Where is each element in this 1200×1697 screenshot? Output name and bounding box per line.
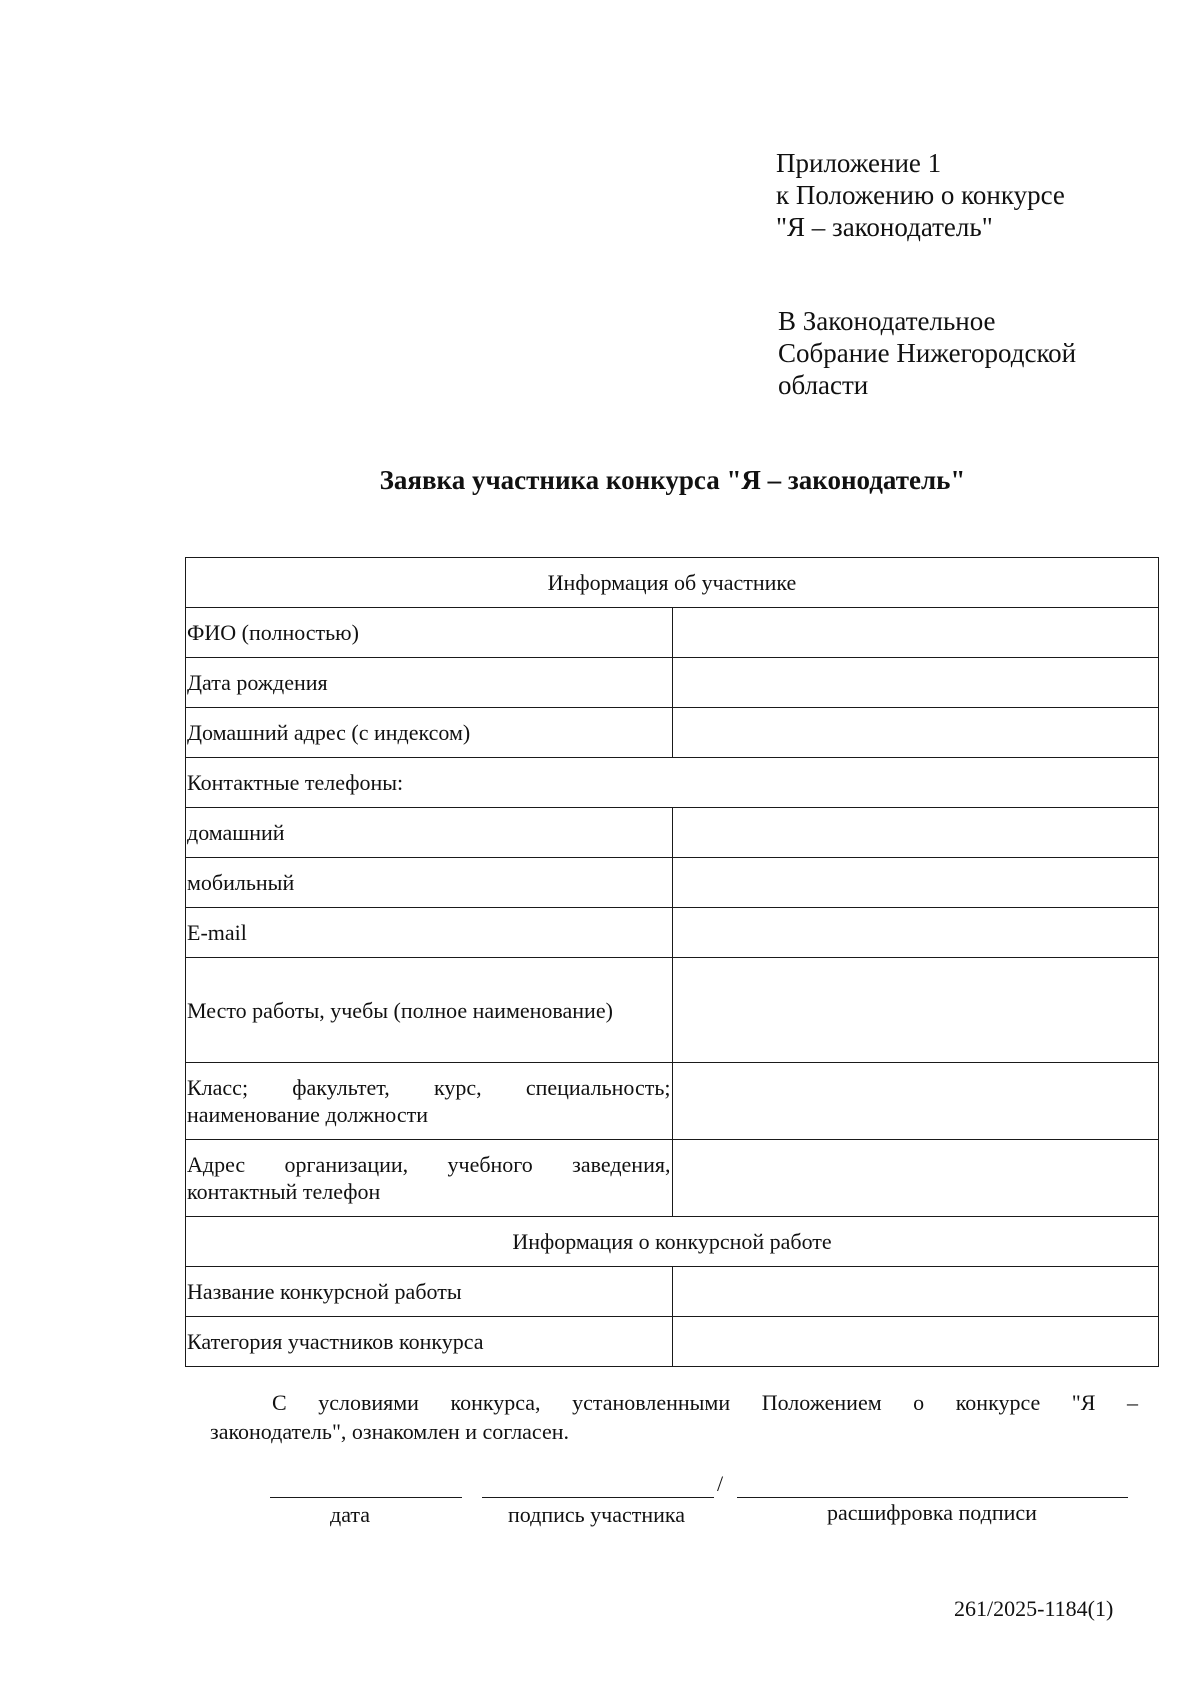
table-row (186, 808, 1159, 858)
annex-line: к Положению о конкурсе (776, 180, 1065, 210)
row-label-class-faculty (186, 1063, 673, 1140)
word: установленными (572, 1390, 731, 1415)
field-participant-category[interactable] (672, 1317, 1159, 1367)
justified-line (187, 1151, 671, 1178)
table-row (186, 908, 1159, 958)
table-row (186, 758, 1159, 808)
word: о (913, 1390, 925, 1415)
row-label-full-name: ФИО (полностью) (186, 608, 673, 658)
participant-signature-line (482, 1497, 714, 1498)
table-row (186, 1063, 1159, 1140)
date-label: дата (330, 1502, 371, 1527)
table-row (186, 1140, 1159, 1217)
field-full-name[interactable] (672, 608, 1159, 658)
field-organization-address[interactable] (672, 1140, 1159, 1217)
row-label-work-title: Название конкурсной работы (186, 1267, 673, 1317)
table-row (186, 1317, 1159, 1367)
row-label-email: E-mail (186, 908, 673, 958)
addressee-line: В Законодательное (778, 306, 996, 336)
word: С (272, 1390, 287, 1415)
document-title: Заявка участника конкурса "Я – законодатель" (379, 465, 966, 495)
word: специальность; (525, 1075, 671, 1100)
word: Адрес (187, 1152, 246, 1177)
annex-header (776, 147, 1065, 243)
word: курс, (433, 1075, 482, 1100)
word: учебного (447, 1152, 533, 1177)
word: Положением (761, 1390, 882, 1415)
word: условиями (318, 1390, 419, 1415)
word: "Я (1071, 1390, 1096, 1415)
row-label-organization-address (186, 1140, 673, 1217)
row-label-birth-date: Дата рождения (186, 658, 673, 708)
word: организации, (284, 1152, 409, 1177)
application-form-table (185, 557, 1159, 1367)
row-label-workplace: Место работы, учебы (полное наименование) (186, 958, 673, 1063)
consent-statement (210, 1388, 1138, 1446)
consent-line (210, 1388, 1138, 1417)
field-home-phone[interactable] (672, 808, 1159, 858)
row-label-participant-category: Категория участников конкурса (186, 1317, 673, 1367)
word: конкурсе (955, 1390, 1041, 1415)
field-mobile-phone[interactable] (672, 858, 1159, 908)
table-row (186, 858, 1159, 908)
registration-number: 261/2025-1184(1) (954, 1596, 1114, 1621)
table-row (186, 658, 1159, 708)
row-label-home-address: Домашний адрес (с индексом) (186, 708, 673, 758)
label-line: контактный телефон (187, 1179, 381, 1204)
word: конкурса, (450, 1390, 541, 1415)
field-home-address[interactable] (672, 708, 1159, 758)
field-email[interactable] (672, 908, 1159, 958)
addressee-line: области (778, 370, 869, 400)
row-label-contact-phones: Контактные телефоны: (186, 758, 1159, 808)
field-work-title[interactable] (672, 1267, 1159, 1317)
field-workplace[interactable] (672, 958, 1159, 1063)
addressee-block (778, 305, 1076, 401)
table-row (186, 1217, 1159, 1267)
annex-line: "Я – законодатель" (776, 212, 993, 242)
table-row (186, 608, 1159, 658)
participant-signature-label: подпись участника (508, 1502, 686, 1527)
table-row (186, 708, 1159, 758)
consent-line: законодатель", ознакомлен и согласен. (210, 1419, 570, 1444)
field-birth-date[interactable] (672, 658, 1159, 708)
word: Класс; (187, 1075, 249, 1100)
word: факультет, (292, 1075, 390, 1100)
justified-line (187, 1074, 671, 1101)
row-label-home-phone: домашний (186, 808, 673, 858)
table-row (186, 558, 1159, 608)
date-signature-line (270, 1497, 462, 1498)
section-header-participant: Информация об участнике (186, 558, 1159, 608)
table-row (186, 958, 1159, 1063)
field-class-faculty[interactable] (672, 1063, 1159, 1140)
signature-separator: / (717, 1471, 724, 1496)
signature-decoding-label: расшифровка подписи (827, 1500, 1037, 1525)
word: – (1127, 1390, 1138, 1415)
section-header-work: Информация о конкурсной работе (186, 1217, 1159, 1267)
addressee-line: Собрание Нижегородской (778, 338, 1077, 368)
row-label-mobile-phone: мобильный (186, 858, 673, 908)
annex-line: Приложение 1 (776, 148, 942, 178)
signature-decoding-line (737, 1497, 1128, 1498)
label-line: наименование должности (187, 1102, 429, 1127)
table-row (186, 1267, 1159, 1317)
word: заведения, (572, 1152, 671, 1177)
